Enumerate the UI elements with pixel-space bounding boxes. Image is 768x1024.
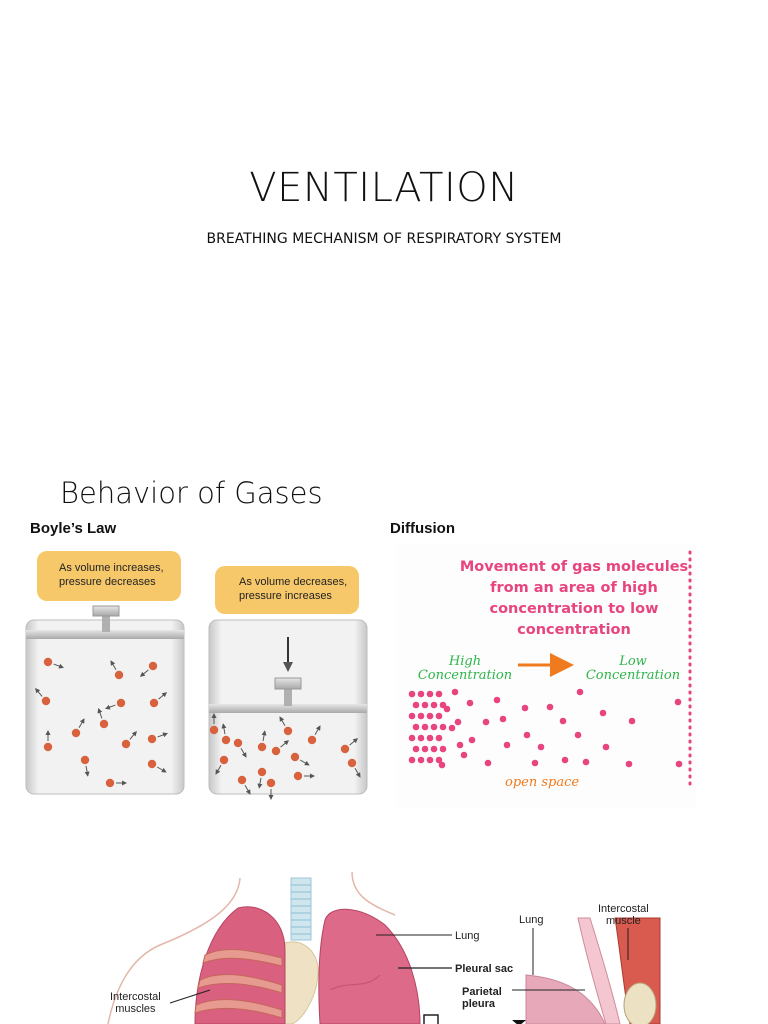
- body-outline-right: [352, 872, 395, 915]
- label-line: Intercostal: [598, 903, 649, 915]
- label-lung: Lung: [455, 930, 480, 942]
- diffusion-line: concentration to low: [489, 601, 659, 617]
- high-label-line: High: [448, 654, 482, 669]
- label-line: muscles: [115, 1003, 156, 1015]
- label-parietal-pleura: [462, 986, 502, 1010]
- detail-frame: [424, 1015, 438, 1024]
- high-label-line: Concentration: [417, 668, 513, 683]
- section-title: Behavior of Gases: [60, 476, 323, 510]
- slide-subtitle: BREATHING MECHANISM OF RESPIRATORY SYSTEM: [206, 231, 562, 247]
- trachea: [291, 878, 311, 940]
- label-detail-intercostal-muscle: [598, 903, 649, 927]
- right-lung: [319, 909, 420, 1024]
- label-line: pleura: [462, 998, 496, 1010]
- slide-title: VENTILATION: [249, 165, 519, 211]
- diffusion-line: Movement of gas molecules: [459, 559, 689, 575]
- pointer-triangle: [512, 1020, 526, 1024]
- low-label-line: Low: [619, 654, 647, 669]
- diffusion-line: from an area of high: [490, 580, 658, 596]
- label-line: muscle: [605, 915, 641, 927]
- boyles-law-heading: Boyle’s Law: [30, 520, 117, 537]
- detail-lung-tissue: [526, 975, 605, 1024]
- label-pleural-sac: Pleural sac: [455, 963, 514, 975]
- diffusion-heading: Diffusion: [390, 520, 455, 537]
- callout-line: pressure increases: [239, 590, 332, 602]
- diffusion-line: concentration: [517, 622, 631, 638]
- callout-line: pressure decreases: [59, 576, 156, 588]
- label-intercostal-muscles: [110, 991, 161, 1015]
- low-label-line: Concentration: [585, 668, 681, 683]
- detail-rib: [624, 983, 656, 1024]
- label-detail-lung: Lung: [519, 914, 544, 926]
- callout-line: As volume increases,: [59, 562, 164, 574]
- callout-line: As volume decreases,: [239, 576, 348, 588]
- label-line: Intercostal: [110, 991, 161, 1003]
- label-line: Parietal: [462, 986, 502, 998]
- open-space-label: open space: [505, 775, 580, 790]
